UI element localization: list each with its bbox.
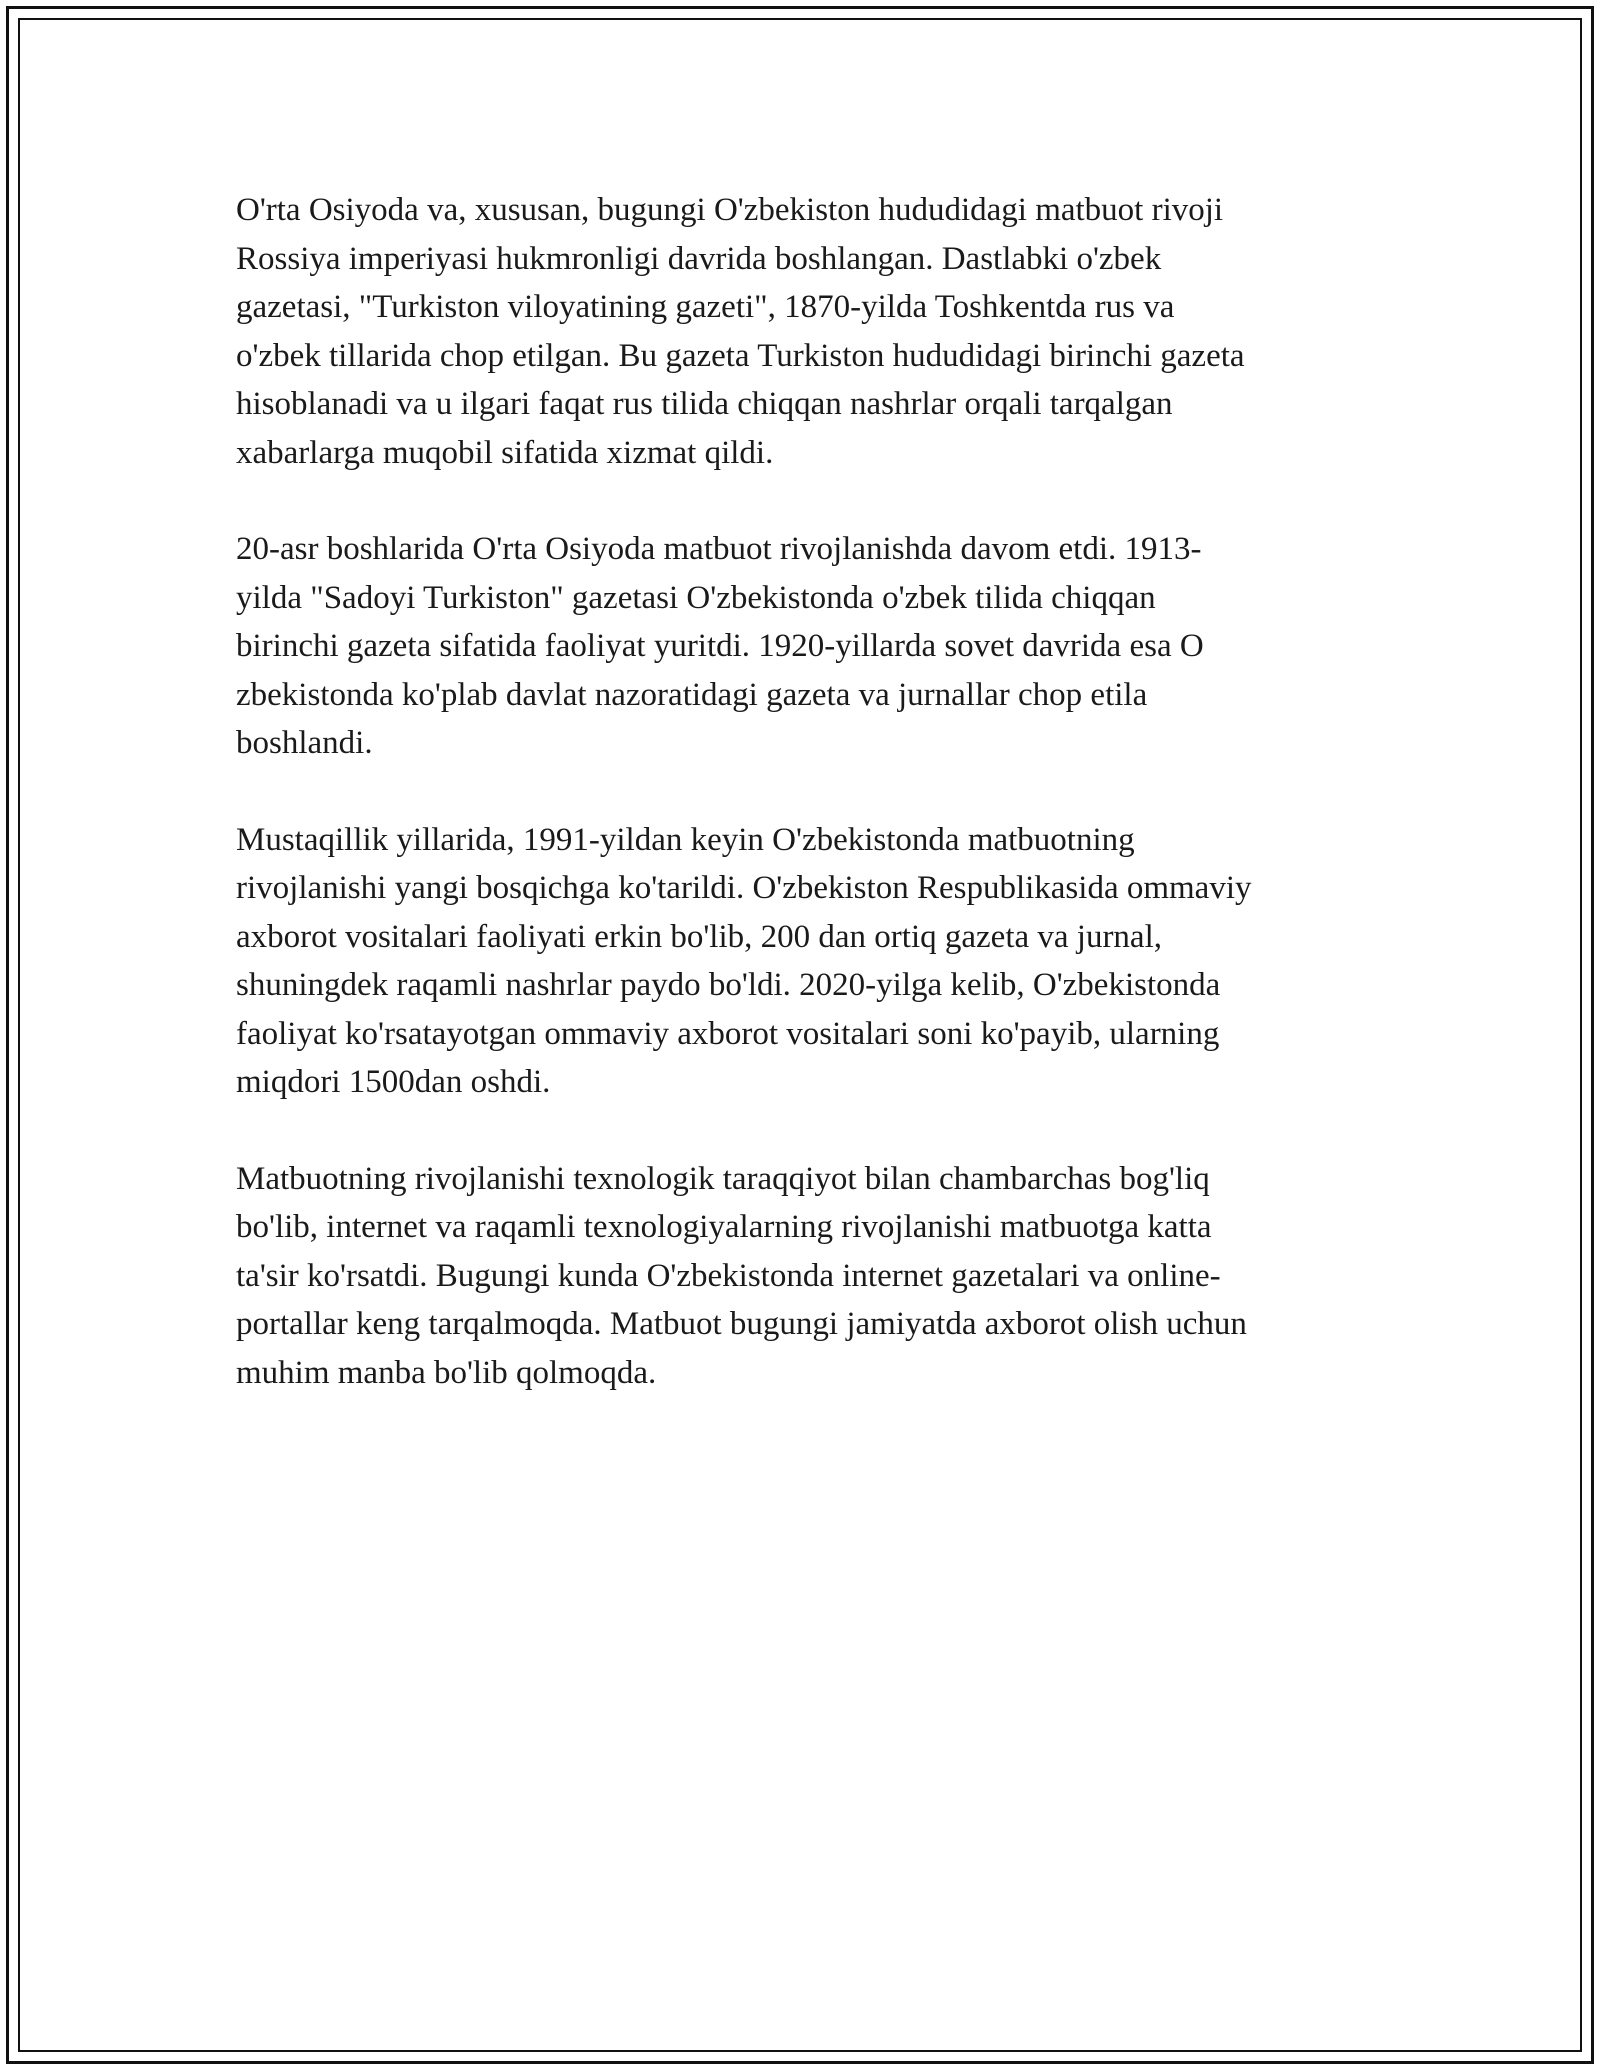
document-body xyxy=(236,186,1376,1445)
paragraph: Matbuotning rivojlanishi texnologik taraqqiyot bilan chambarchas bog'liq bo'lib, internet va raqamli texnologiyalarning rivojlanishi matbuotga katta ta'sir ko'rsatdi. Bugungi kunda O'zbekistonda internet gazetalari va online- portallar keng tarqalmoqda. Matbuot bugungi jamiyatda axborot olish uchun muhim manba bo'lib qolmoqda. xyxy=(236,1160,1247,1391)
paragraph: Mustaqillik yillarida, 1991-yildan keyin O'zbekistonda matbuotning rivojlanishi yangi bosqichga ko'tarildi. O'zbekiston Respublikasida ommaviy axborot vositalari faoliyati erkin bo'lib, 200 dan ortiq gazeta va jurnal, shuningdek raqamli nashrlar paydo bo'ldi. 2020-yilga kelib, O'zbekistonda faoliyat ko'rsatayotgan ommaviy axborot vositalari soni ko'payib, ularning miqdori 1500dan oshdi. xyxy=(236,821,1252,1100)
paragraph: 20-asr boshlarida O'rta Osiyoda matbuot rivojlanishda davom etdi. 1913- yilda "Sadoyi Turkiston" gazetasi O'zbekistonda o'zbek tilida chiqqan birinchi gazeta sifatida faoliyat yuritdi. 1920-yillarda sovet davrida esa O zbekistonda ko'plab davlat nazoratidagi gazeta va jurnallar chop etila boshlandi. xyxy=(236,531,1204,761)
paragraph: O'rta Osiyoda va, xususan, bugungi O'zbekiston hududidagi matbuot rivoji Rossiya imperiyasi hukmronligi davrida boshlangan. Dastlabki o'zbek gazetasi, "Turkiston viloyatining gazeti", 1870-yilda Toshkentda rus va o'zbek tillarida chop etilgan. Bu gazeta Turkiston hududidagi birinchi gazeta hisoblanadi va u ilgari faqat rus tilida chiqqan nashrlar orqali tarqalgan xabarlarga muqobil sifatida xizmat qildi. xyxy=(236,192,1245,471)
